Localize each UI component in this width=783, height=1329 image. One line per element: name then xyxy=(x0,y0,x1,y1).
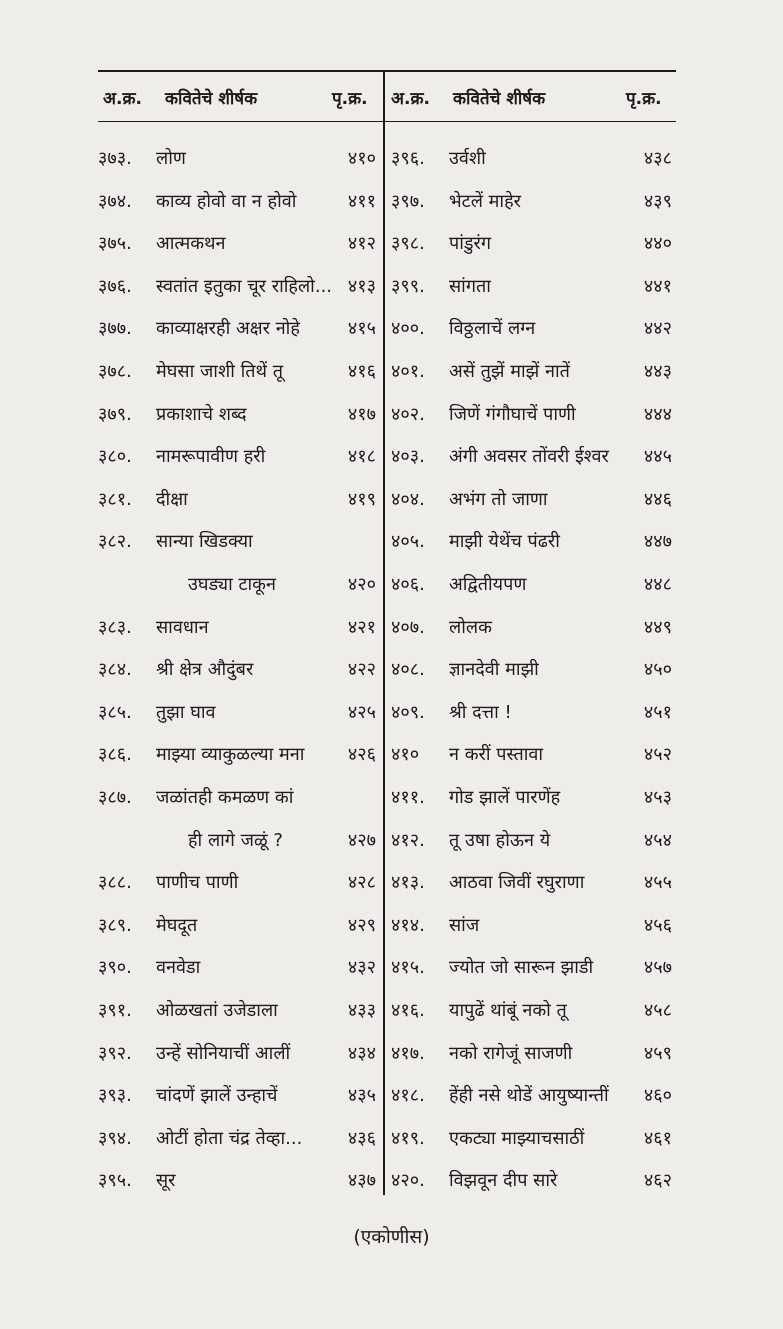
toc-entry xyxy=(391,189,672,219)
toc-entry xyxy=(98,1041,376,1071)
entry-page-number: ४६१ xyxy=(643,1127,672,1149)
header-left-title: कवितेचे शीर्षक xyxy=(165,89,258,109)
toc-entry xyxy=(391,657,672,687)
entry-number: ४०४. xyxy=(391,488,425,510)
entry-title: पांडुरंग xyxy=(449,233,492,255)
entry-number: ३९४. xyxy=(98,1127,132,1149)
entry-number: ३७९. xyxy=(98,403,132,425)
entry-number: ४०६. xyxy=(391,574,425,595)
toc-entry xyxy=(391,615,672,645)
toc-entry xyxy=(98,1126,376,1156)
entry-number: ४१५. xyxy=(391,957,425,979)
toc-entry xyxy=(98,785,376,815)
entry-page-number: ४३५ xyxy=(347,1085,376,1107)
entry-number: ३९६. xyxy=(391,148,425,169)
entry-page-number: ४६२ xyxy=(643,1170,672,1192)
entry-page-number: ४५८ xyxy=(643,1000,672,1021)
toc-entry xyxy=(98,572,376,602)
entry-page-number: ४३९ xyxy=(643,190,672,212)
entry-page-number: ४१२ xyxy=(347,233,376,255)
entry-title: तुझा घाव xyxy=(156,701,216,723)
entry-number: ४००. xyxy=(391,318,425,340)
entry-page-number: ४४५ xyxy=(643,446,672,468)
entry-number: ४२०. xyxy=(391,1170,425,1192)
entry-number: ३८३. xyxy=(98,616,132,638)
column-divider xyxy=(383,70,385,1195)
entry-page-number: ४४६ xyxy=(643,488,672,510)
toc-entry xyxy=(98,231,376,261)
entry-number: ३९०. xyxy=(98,957,132,979)
entry-number: ३७३. xyxy=(98,148,132,169)
entry-number: ३९५. xyxy=(98,1170,132,1192)
toc-entry xyxy=(391,785,672,815)
toc-entry xyxy=(98,1168,376,1198)
entry-page-number: ४४८ xyxy=(643,574,672,595)
entry-page-number: ४५४ xyxy=(643,829,672,851)
entry-page-number: ४५७ xyxy=(643,957,672,979)
header-right-num: अ.क्र. xyxy=(391,89,430,109)
entry-title: एकट्या माझ्याचसाठीं xyxy=(449,1127,585,1149)
entry-title: भेटलें माहेर xyxy=(449,190,521,212)
entry-number: ४१८. xyxy=(391,1085,425,1107)
entry-title: काव्याक्षरही अक्षर नोहे xyxy=(156,318,300,340)
entry-number: ४०३. xyxy=(391,446,425,468)
toc-entry xyxy=(98,913,376,943)
header-right-page: पृ.क्र. xyxy=(626,89,662,109)
toc-entry xyxy=(391,913,672,943)
entry-number: ३७८. xyxy=(98,361,132,382)
entry-page-number: ४५१ xyxy=(643,701,672,723)
toc-entry xyxy=(391,274,672,304)
entry-page-number: ४४९ xyxy=(643,616,672,638)
entry-title: लोलक xyxy=(449,616,492,638)
entry-title: उर्वशी xyxy=(449,148,486,169)
entry-page-number: ४२७ xyxy=(347,829,376,851)
entry-title: उघड्या टाकून xyxy=(188,574,276,595)
entry-title: ज्ञानदेवी माझी xyxy=(449,659,539,681)
entry-title: दीक्षा xyxy=(156,488,188,510)
entry-title: तू उषा होऊन ये xyxy=(449,829,551,851)
entry-number: ४१३. xyxy=(391,872,425,894)
entry-number: ३७५. xyxy=(98,233,132,255)
toc-entry xyxy=(391,1041,672,1071)
entry-number: ३८६. xyxy=(98,744,132,766)
entry-number: ४०५. xyxy=(391,531,425,553)
entry-page-number: ४५५ xyxy=(643,872,672,894)
toc-entry xyxy=(391,700,672,730)
entry-page-number: ४१५ xyxy=(347,318,376,340)
entry-title: अद्वितीयपण xyxy=(449,574,527,595)
toc-entry xyxy=(391,1126,672,1156)
entry-title: ज्योत जो सारून झाडी xyxy=(449,957,594,979)
toc-entry xyxy=(98,402,376,432)
entry-number: ४१७. xyxy=(391,1042,425,1064)
toc-entry xyxy=(391,870,672,900)
entry-title: गोड झालें पारणेंह xyxy=(449,787,561,808)
entry-title: यापुढें थांबूं नको तू xyxy=(449,1000,567,1021)
toc-entry xyxy=(98,700,376,730)
entry-page-number: ४४४ xyxy=(643,403,672,425)
entry-number: ४१० xyxy=(391,744,420,766)
entry-title: हेंही नसे थोडें आयुष्यान्तीं xyxy=(449,1085,609,1107)
entry-title: सांज xyxy=(449,914,480,936)
entry-number: ३८१. xyxy=(98,488,132,510)
toc-entry xyxy=(98,998,376,1028)
entry-number: ३८८. xyxy=(98,872,132,894)
header-left-page: पृ.क्र. xyxy=(332,89,368,109)
entry-title: जिणें गंगौघाचें पाणी xyxy=(449,403,576,425)
entry-page-number: ४२१ xyxy=(347,616,376,638)
entry-title: ओळखतां उजेडाला xyxy=(156,1000,278,1021)
entry-number: ३९९. xyxy=(391,275,425,297)
toc-entry xyxy=(391,529,672,559)
entry-page-number: ४२६ xyxy=(347,744,376,766)
entry-number: ३९१. xyxy=(98,1000,132,1021)
entry-title: आठवा जिवीं रघुराणा xyxy=(449,872,585,894)
entry-number: ३८९. xyxy=(98,914,132,936)
entry-number: ३९८. xyxy=(391,233,425,255)
entry-number: ३९७. xyxy=(391,190,425,212)
entry-page-number: ४४३ xyxy=(643,361,672,382)
entry-page-number: ४१६ xyxy=(347,361,376,382)
entry-title: माझी येथेंच पंढरी xyxy=(449,531,560,553)
entry-title: सावधान xyxy=(156,616,209,638)
entry-title: न करीं पस्तावा xyxy=(449,744,544,766)
page-number-label: (एकोणीस) xyxy=(353,1226,430,1248)
toc-entry xyxy=(98,870,376,900)
entry-number: ३८४. xyxy=(98,659,132,681)
entry-page-number: ४२८ xyxy=(347,872,376,894)
entry-page-number: ४३७ xyxy=(347,1170,376,1192)
entry-title: वनवेडा xyxy=(156,957,201,979)
entry-number: ४०२. xyxy=(391,403,425,425)
toc-entry xyxy=(98,444,376,474)
entry-title: असें तुझें माझें नातें xyxy=(449,361,570,382)
entry-number: ३८०. xyxy=(98,446,132,468)
toc-entry xyxy=(391,402,672,432)
entry-title: स्वतांत इतुका चूर राहिलो... xyxy=(156,275,333,297)
entry-page-number: ४१७ xyxy=(347,403,376,425)
toc-entry xyxy=(391,742,672,772)
toc-entry xyxy=(391,955,672,985)
entry-number: ४१६. xyxy=(391,1000,425,1021)
entry-page-number: ४१८ xyxy=(347,446,376,468)
entry-number: ३९३. xyxy=(98,1085,132,1107)
entry-page-number: ४५६ xyxy=(643,914,672,936)
entry-number: ४०८. xyxy=(391,659,425,681)
entry-title: सान्या खिडक्या xyxy=(156,531,253,553)
entry-title: प्रकाशाचे शब्द xyxy=(156,403,247,425)
entry-page-number: ४३८ xyxy=(643,148,672,169)
toc-entry xyxy=(98,615,376,645)
entry-number: ३८२. xyxy=(98,531,132,553)
entry-title: माझ्या व्याकुळल्या मना xyxy=(156,744,305,766)
entry-page-number: ४२९ xyxy=(347,914,376,936)
entry-page-number: ४४१ xyxy=(643,275,672,297)
entry-number: ३९२. xyxy=(98,1042,132,1064)
top-rule xyxy=(98,70,676,72)
entry-page-number: ४२० xyxy=(347,574,376,595)
entry-number: ४११. xyxy=(391,787,425,808)
entry-page-number: ४४० xyxy=(643,233,672,255)
entry-number: ३७४. xyxy=(98,190,132,212)
entry-number: ३८७. xyxy=(98,787,132,808)
entry-number: ३७७. xyxy=(98,318,132,340)
entry-page-number: ४११ xyxy=(347,190,376,212)
entry-page-number: ४५३ xyxy=(643,787,672,808)
entry-page-number: ४१० xyxy=(347,148,376,169)
entry-title: मेघदूत xyxy=(156,914,198,936)
entry-page-number: ४३३ xyxy=(347,1000,376,1021)
entry-page-number: ४२२ xyxy=(347,659,376,681)
entry-title: नको रागेजूं साजणी xyxy=(449,1042,573,1064)
toc-entry xyxy=(391,1168,672,1198)
entry-page-number: ४५० xyxy=(643,659,672,681)
entry-page-number: ४३४ xyxy=(347,1042,376,1064)
entry-title: जळांतही कमळण कां xyxy=(156,787,294,808)
toc-entry xyxy=(391,146,672,176)
entry-page-number: ४५९ xyxy=(643,1042,672,1064)
entry-page-number: ४३२ xyxy=(347,957,376,979)
toc-entry xyxy=(98,742,376,772)
entry-number: ४०१. xyxy=(391,361,425,382)
entry-page-number: ४४७ xyxy=(643,531,672,553)
toc-entry xyxy=(98,828,376,858)
entry-page-number: ४२५ xyxy=(347,701,376,723)
header-rule xyxy=(98,121,676,122)
entry-number: ४१९. xyxy=(391,1127,425,1149)
entry-title: सूर xyxy=(156,1170,176,1192)
entry-title: काव्य होवो वा न होवो xyxy=(156,190,297,212)
toc-entry xyxy=(98,657,376,687)
entry-title: आत्मकथन xyxy=(156,233,226,255)
toc-entry xyxy=(391,828,672,858)
entry-title: मेघसा जाशी तिथें तू xyxy=(156,361,284,382)
entry-number: ४०९. xyxy=(391,701,425,723)
entry-number: ३८५. xyxy=(98,701,132,723)
entry-title: अभंग तो जाणा xyxy=(449,488,548,510)
toc-entry xyxy=(391,998,672,1028)
entry-page-number: ४१९ xyxy=(347,488,376,510)
toc-entry xyxy=(98,1083,376,1113)
entry-number: ४०७. xyxy=(391,616,425,638)
toc-entry xyxy=(98,316,376,346)
entry-page-number: ४६० xyxy=(643,1085,672,1107)
entry-number: ४१४. xyxy=(391,914,425,936)
toc-entry xyxy=(98,274,376,304)
header-left-num: अ.क्र. xyxy=(103,89,142,109)
entry-number: ४१२. xyxy=(391,829,425,851)
toc-entry xyxy=(98,146,376,176)
entry-page-number: ४५२ xyxy=(643,744,672,766)
entry-number: ३७६. xyxy=(98,275,132,297)
toc-entry xyxy=(98,359,376,389)
header-right-title: कवितेचे शीर्षक xyxy=(453,89,546,109)
entry-page-number: ४३६ xyxy=(347,1127,376,1149)
entry-title: सांगता xyxy=(449,275,491,297)
entry-title: श्री क्षेत्र औदुंबर xyxy=(156,659,254,681)
toc-entry xyxy=(391,572,672,602)
entry-title: ओटीं होता चंद्र तेव्हा... xyxy=(156,1127,303,1149)
entry-title: अंगी अवसर तोंवरी ईश्वर xyxy=(449,446,609,468)
entry-title: श्री दत्ता ! xyxy=(449,701,512,723)
toc-entry xyxy=(98,529,376,559)
toc-entry xyxy=(98,487,376,517)
toc-entry xyxy=(391,359,672,389)
entry-title: उन्हें सोनियाचीं आलीं xyxy=(156,1042,291,1064)
entry-title: लोण xyxy=(156,148,186,169)
entry-page-number: ४१३ xyxy=(347,275,376,297)
entry-title: विठ्ठलाचें लग्न xyxy=(449,318,536,340)
toc-entry xyxy=(98,955,376,985)
entry-title: ही लागे जळूं ? xyxy=(188,829,283,851)
entry-title: चांदणें झालें उन्हाचें xyxy=(156,1085,278,1107)
toc-entry xyxy=(391,487,672,517)
toc-entry xyxy=(391,316,672,346)
toc-entry xyxy=(391,1083,672,1113)
entry-title: विझवून दीप सारे xyxy=(449,1170,558,1192)
toc-entry xyxy=(391,231,672,261)
toc-entry xyxy=(391,444,672,474)
entry-page-number: ४४२ xyxy=(643,318,672,340)
toc-entry xyxy=(98,189,376,219)
entry-title: नामरूपावीण हरी xyxy=(156,446,266,468)
entry-title: पाणीच पाणी xyxy=(156,872,239,894)
